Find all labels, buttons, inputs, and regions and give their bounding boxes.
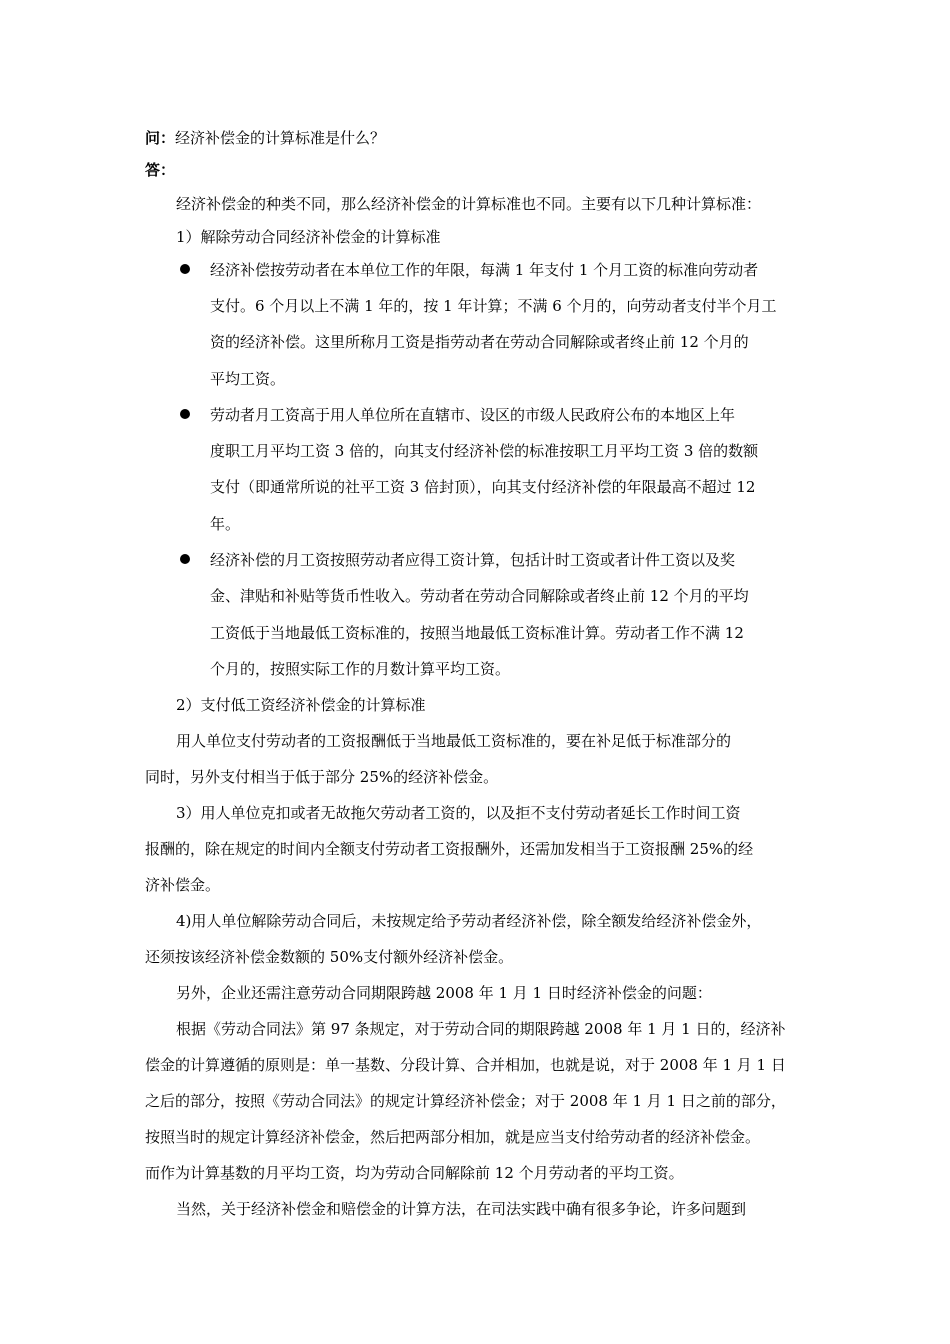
section-2-line: 同时，另外支付相当于低于部分 25%的经济补偿金。	[145, 768, 499, 786]
bullet-2-line: 支付（即通常所说的社平工资 3 倍封顶），向其支付经济补偿的年限最高不超过 12	[210, 478, 756, 496]
bullet-3-line: 金、津贴和补贴等货币性收入。劳动者在劳动合同解除或者终止前 12 个月的平均	[210, 587, 749, 605]
bullet-1-line: 经济补偿按劳动者在本单位工作的年限，每满 1 年支付 1 个月工资的标准向劳动者	[210, 261, 759, 279]
bullet-2-line: 劳动者月工资高于用人单位所在直辖市、设区的市级人民政府公布的本地区上年	[210, 406, 736, 424]
bullet-3-line: 个月的，按照实际工作的月数计算平均工资。	[210, 660, 511, 678]
bullet-1-line: 支付。6 个月以上不满 1 年的，按 1 年计算；不满 6 个月的，向劳动者支付半个月工	[210, 297, 777, 315]
question-line	[145, 128, 385, 148]
note-intro: 另外，企业还需注意劳动合同期限跨越 2008 年 1 月 1 日时经济补偿金的问题：	[176, 984, 712, 1002]
section-3-line: 报酬的，除在规定的时间内全额支付劳动者工资报酬外，还需加发相当于工资报酬 25%的经	[145, 840, 754, 858]
question-label: 问：	[145, 129, 176, 147]
section-3-line: 济补偿金。	[145, 876, 221, 894]
section-1-heading: 1）解除劳动合同经济补偿金的计算标准	[176, 228, 441, 246]
law-paragraph-line: 而作为计算基数的月平均工资，均为劳动合同解除前 12 个月劳动者的平均工资。	[145, 1164, 684, 1182]
bullet-dot-icon	[180, 554, 190, 564]
bullet-2-line: 度职工月平均工资 3 倍的，向其支付经济补偿的标准按职工月平均工资 3 倍的数额	[210, 442, 759, 460]
bullet-1-line: 平均工资。	[210, 370, 286, 388]
bullet-dot-icon	[180, 264, 190, 274]
law-paragraph-line: 之后的部分，按照《劳动合同法》的规定计算经济补偿金；对于 2008 年 1 月 1 日之前的部分，	[145, 1092, 786, 1110]
question-text: 经济补偿金的计算标准是什么？	[175, 129, 386, 147]
bullet-3-line: 工资低于当地最低工资标准的，按照当地最低工资标准计算。劳动者工作不满 12	[210, 624, 744, 642]
bullet-3-line: 经济补偿的月工资按照劳动者应得工资计算，包括计时工资或者计件工资以及奖	[210, 551, 736, 569]
section-4-line: 还须按该经济补偿金数额的 50%支付额外经济补偿金。	[145, 948, 514, 966]
section-4-line: 4)用人单位解除劳动合同后，未按规定给予劳动者经济补偿，除全额发给经济补偿金外，	[176, 912, 762, 930]
bullet-1-line: 资的经济补偿。这里所称月工资是指劳动者在劳动合同解除或者终止前 12 个月的	[210, 333, 749, 351]
section-2-line: 用人单位支付劳动者的工资报酬低于当地最低工资标准的，要在补足低于标准部分的	[176, 732, 732, 750]
final-paragraph: 当然，关于经济补偿金和赔偿金的计算方法，在司法实践中确有很多争论，许多问题到	[176, 1200, 747, 1218]
intro-paragraph: 经济补偿金的种类不同，那么经济补偿金的计算标准也不同。主要有以下几种计算标准：	[176, 195, 762, 213]
answer-label: 答：	[145, 161, 176, 179]
law-paragraph-line: 偿金的计算遵循的原则是：单一基数、分段计算、合并相加，也就是说，对于 2008 年 1 月 1 日	[145, 1056, 786, 1074]
law-paragraph-line: 根据《劳动合同法》第 97 条规定，对于劳动合同的期限跨越 2008 年 1 月 1 日的，经济补	[176, 1020, 786, 1038]
bullet-2-line: 年。	[210, 515, 241, 533]
section-3-line: 3）用人单位克扣或者无故拖欠劳动者工资的，以及拒不支付劳动者延长工作时间工资	[176, 804, 741, 822]
law-paragraph-line: 按照当时的规定计算经济补偿金，然后把两部分相加，就是应当支付给劳动者的经济补偿金。	[145, 1128, 761, 1146]
bullet-dot-icon	[180, 409, 190, 419]
section-2-heading: 2）支付低工资经济补偿金的计算标准	[176, 696, 426, 714]
